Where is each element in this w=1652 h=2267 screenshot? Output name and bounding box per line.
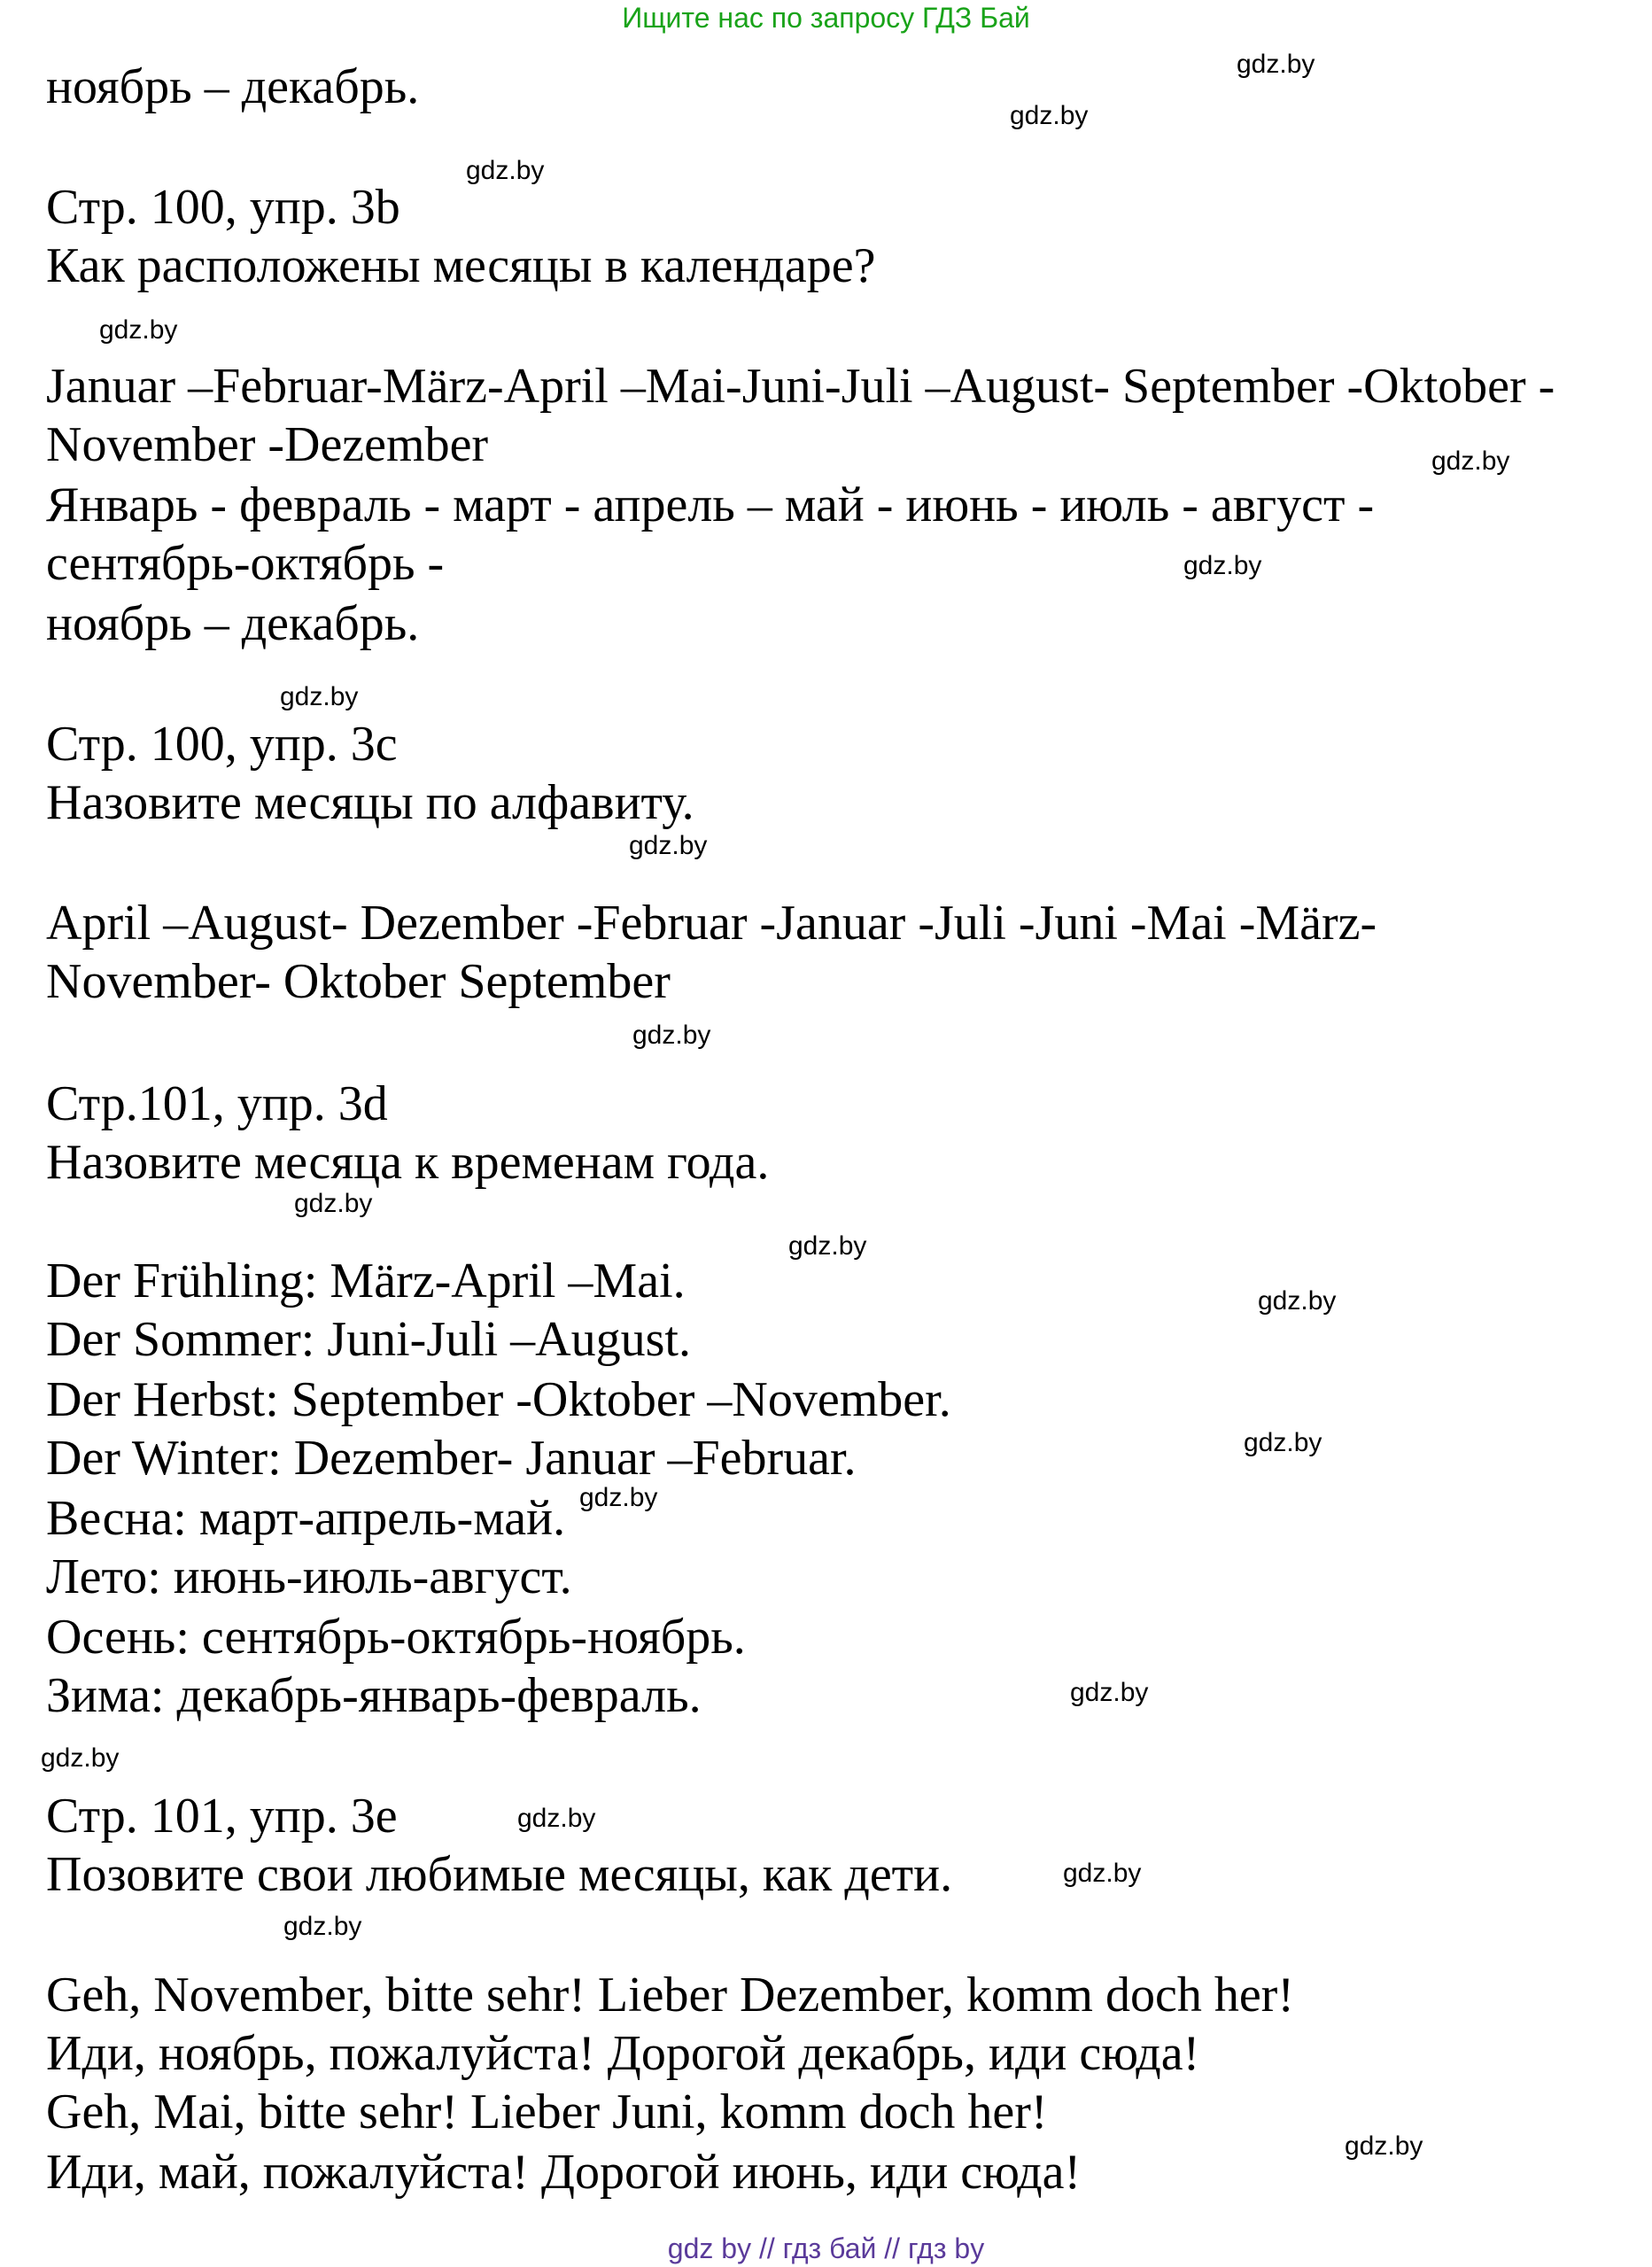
exercise-instruction: Назовите месяца к временам года. [46,1135,770,1190]
text-line: November- Oktober September [46,954,671,1009]
watermark: gdz.by [579,1483,658,1512]
exercise-heading: Стр. 100, упр. 3b [46,180,400,235]
watermark: gdz.by [629,831,708,860]
watermark: gdz.by [1258,1286,1337,1316]
text-line: Der Frühling: März-April –Mai. [46,1254,686,1308]
watermark: gdz.by [788,1231,867,1261]
text-line: Der Herbst: September -Oktober –November. [46,1372,951,1427]
watermark: gdz.by [632,1021,711,1050]
text-line: Januar –Februar-März-April –Mai-Juni-Juli –August- September -Oktober - [46,359,1555,414]
exercise-instruction: Назовите месяцы по алфавиту. [46,775,694,830]
text-line: Лето: июнь-июль-август. [46,1549,572,1604]
watermark: gdz.by [1345,2131,1423,2161]
text-line: сентябрь-октябрь - [46,536,445,591]
text-line: Иди, май, пожалуйста! Дорогой июнь, иди сюда! [46,2145,1082,2200]
watermark: gdz.by [280,682,359,711]
text-line: November -Dezember [46,417,489,472]
watermark: gdz.by [466,156,545,185]
watermark: gdz.by [1183,551,1262,580]
exercise-heading: Стр. 100, упр. 3c [46,717,398,772]
text-line: Весна: март-апрель-май. [46,1491,566,1546]
exercise-instruction: Позовите свои любимые месяцы, как дети. [46,1847,953,1902]
text-line: ноябрь – декабрь. [46,59,420,114]
text-line: ноябрь – декабрь. [46,596,420,651]
watermark: gdz.by [517,1804,596,1833]
exercise-heading: Стр. 101, упр. 3e [46,1789,398,1844]
watermark: gdz.by [1431,446,1510,476]
text-line: Der Sommer: Juni-Juli –August. [46,1312,691,1367]
watermark: gdz.by [1070,1678,1149,1707]
watermark: gdz.by [1063,1859,1142,1888]
exercise-instruction: Как расположены месяцы в календаре? [46,238,876,293]
text-line: Der Winter: Dezember- Januar –Februar. [46,1431,857,1486]
watermark: gdz.by [1244,1428,1322,1457]
text-line: Осень: сентябрь-октябрь-ноябрь. [46,1610,746,1665]
text-line: April –August- Dezember -Februar -Januar -Juli -Juni -Mai -März- [46,896,1377,951]
watermark: gdz.by [1237,50,1315,79]
exercise-heading: Стр.101, упр. 3d [46,1076,388,1131]
text-line: Зима: декабрь-январь-февраль. [46,1668,702,1723]
text-line: Geh, Mai, bitte sehr! Lieber Juni, komm doch her! [46,2085,1048,2139]
watermark: gdz.by [294,1189,373,1218]
watermark: gdz.by [1010,101,1089,130]
watermark: gdz.by [41,1743,120,1773]
watermark: gdz.by [283,1912,362,1941]
text-line: Geh, November, bitte sehr! Lieber Dezember, komm doch her! [46,1968,1294,2022]
watermark: gdz.by [99,315,178,345]
text-line: Январь - февраль - март - апрель – май - июнь - июль - август - [46,477,1375,532]
bottom-banner: gdz by // гдз бай // гдз by [667,2232,985,2264]
text-line: Иди, ноябрь, пожалуйста! Дорогой декабрь, иди сюда! [46,2026,1200,2081]
top-banner: Ищите нас по запросу ГДЗ Бай [622,2,1030,34]
